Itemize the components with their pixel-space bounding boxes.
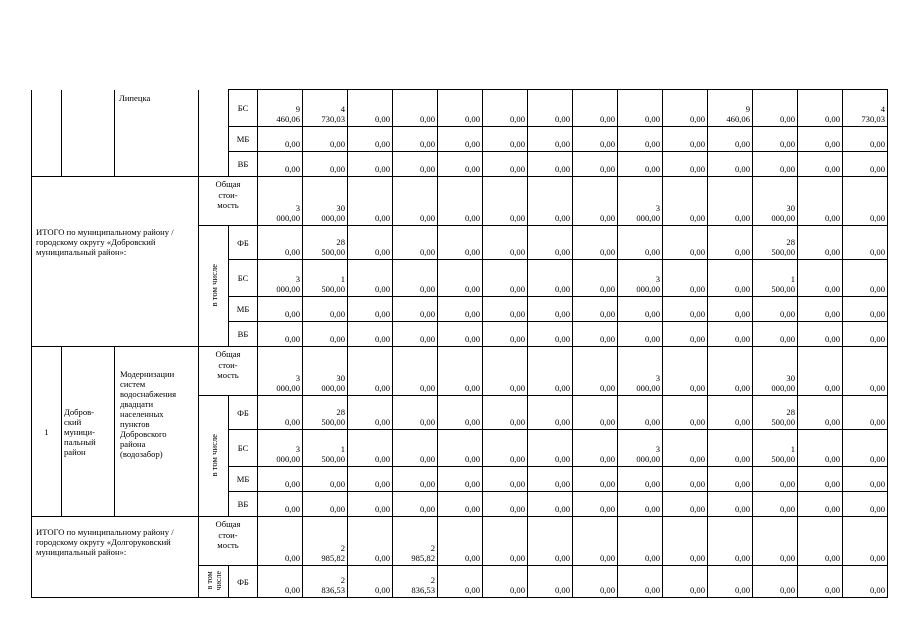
row-number-cell: 1 xyxy=(32,347,62,517)
value-cell: 0,00 xyxy=(663,492,708,517)
value-cell: 0,00 xyxy=(798,396,843,430)
value-cell: 0,00 xyxy=(708,322,753,347)
value-cell: 0,00 xyxy=(573,517,618,566)
funding-source-label: МБ xyxy=(229,127,258,152)
value-cell: 0,00 xyxy=(708,127,753,152)
value-cell: 3 000,00 xyxy=(618,177,663,226)
value-cell: 0,00 xyxy=(393,90,438,127)
municipality-cell: Добров- ский муници- пальный район xyxy=(62,347,115,517)
value-cell: 0,00 xyxy=(708,226,753,260)
value-cell: 0,00 xyxy=(753,566,798,598)
funding-source-label: БС xyxy=(229,430,258,467)
value-cell: 0,00 xyxy=(798,127,843,152)
value-cell: 0,00 xyxy=(528,467,573,492)
value-cell: 0,00 xyxy=(753,322,798,347)
value-cell: 0,00 xyxy=(528,566,573,598)
value-cell: 0,00 xyxy=(483,347,528,396)
value-cell: 0,00 xyxy=(258,322,303,347)
municipality-cell xyxy=(62,90,115,177)
value-cell: 3 000,00 xyxy=(258,347,303,396)
value-cell: 0,00 xyxy=(573,260,618,297)
value-cell: 0,00 xyxy=(618,226,663,260)
value-cell: 0,00 xyxy=(618,492,663,517)
value-cell: 0,00 xyxy=(303,127,348,152)
value-cell: 0,00 xyxy=(348,90,393,127)
value-cell: 0,00 xyxy=(753,127,798,152)
value-cell: 0,00 xyxy=(708,396,753,430)
including-label-cell xyxy=(199,396,229,517)
value-cell: 0,00 xyxy=(438,127,483,152)
value-cell: 0,00 xyxy=(618,517,663,566)
funding-source-label: БС xyxy=(229,90,258,127)
value-cell: 30 000,00 xyxy=(753,347,798,396)
value-cell: 0,00 xyxy=(843,347,888,396)
value-cell: 0,00 xyxy=(348,322,393,347)
project-name-cell: Модернизации систем водоснабжения двадцати населенных пунктов Добровского района (водозабор) xyxy=(115,347,199,517)
value-cell: 0,00 xyxy=(348,297,393,322)
total-cost-label: Общая стои- мость xyxy=(199,347,258,396)
value-cell: 0,00 xyxy=(483,467,528,492)
value-cell: 1 500,00 xyxy=(303,430,348,467)
value-cell: 0,00 xyxy=(843,226,888,260)
value-cell: 0,00 xyxy=(303,322,348,347)
funding-source-label: МБ xyxy=(229,297,258,322)
value-cell: 0,00 xyxy=(348,566,393,598)
budget-table xyxy=(31,89,888,598)
value-cell: 0,00 xyxy=(663,467,708,492)
including-cell xyxy=(199,90,229,177)
funding-source-label: ВБ xyxy=(229,152,258,177)
value-cell: 0,00 xyxy=(528,152,573,177)
value-cell: 0,00 xyxy=(843,177,888,226)
value-cell: 3 000,00 xyxy=(258,430,303,467)
value-cell: 0,00 xyxy=(798,90,843,127)
value-cell: 0,00 xyxy=(348,492,393,517)
value-cell: 0,00 xyxy=(798,177,843,226)
value-cell: 0,00 xyxy=(258,226,303,260)
value-cell: 0,00 xyxy=(393,396,438,430)
value-cell: 0,00 xyxy=(483,430,528,467)
including-label: в том числе xyxy=(204,570,223,591)
value-cell: 3 000,00 xyxy=(618,260,663,297)
value-cell: 0,00 xyxy=(843,396,888,430)
value-cell: 0,00 xyxy=(798,260,843,297)
value-cell: 0,00 xyxy=(708,152,753,177)
value-cell: 0,00 xyxy=(528,347,573,396)
value-cell: 0,00 xyxy=(528,260,573,297)
value-cell: 0,00 xyxy=(708,492,753,517)
value-cell: 0,00 xyxy=(438,297,483,322)
value-cell: 0,00 xyxy=(438,260,483,297)
value-cell: 0,00 xyxy=(798,152,843,177)
value-cell: 0,00 xyxy=(438,467,483,492)
value-cell: 0,00 xyxy=(663,260,708,297)
value-cell: 1 500,00 xyxy=(753,430,798,467)
value-cell: 0,00 xyxy=(663,430,708,467)
value-cell: 0,00 xyxy=(438,430,483,467)
value-cell: 0,00 xyxy=(798,492,843,517)
value-cell: 0,00 xyxy=(303,492,348,517)
value-cell: 0,00 xyxy=(438,226,483,260)
funding-source-label: ВБ xyxy=(229,492,258,517)
value-cell: 0,00 xyxy=(528,517,573,566)
value-cell: 0,00 xyxy=(393,177,438,226)
value-cell: 0,00 xyxy=(843,152,888,177)
value-cell: 0,00 xyxy=(258,396,303,430)
value-cell: 0,00 xyxy=(753,517,798,566)
value-cell: 0,00 xyxy=(663,322,708,347)
value-cell: 0,00 xyxy=(618,396,663,430)
value-cell: 0,00 xyxy=(483,152,528,177)
value-cell: 0,00 xyxy=(258,566,303,598)
value-cell: 0,00 xyxy=(573,566,618,598)
value-cell: 0,00 xyxy=(303,152,348,177)
funding-source-label: МБ xyxy=(229,467,258,492)
value-cell: 0,00 xyxy=(708,517,753,566)
including-label-cell xyxy=(199,566,229,598)
value-cell: 0,00 xyxy=(618,467,663,492)
value-cell: 0,00 xyxy=(798,430,843,467)
value-cell: 0,00 xyxy=(348,396,393,430)
value-cell: 0,00 xyxy=(573,226,618,260)
value-cell: 0,00 xyxy=(843,566,888,598)
value-cell: 0,00 xyxy=(528,177,573,226)
value-cell: 30 000,00 xyxy=(303,177,348,226)
value-cell: 4 730,03 xyxy=(303,90,348,127)
value-cell: 0,00 xyxy=(483,226,528,260)
funding-source-label: ФБ xyxy=(229,396,258,430)
value-cell: 0,00 xyxy=(348,226,393,260)
value-cell: 0,00 xyxy=(753,90,798,127)
value-cell: 0,00 xyxy=(663,517,708,566)
value-cell: 0,00 xyxy=(438,566,483,598)
value-cell: 0,00 xyxy=(438,177,483,226)
value-cell: 0,00 xyxy=(663,347,708,396)
value-cell: 0,00 xyxy=(708,566,753,598)
value-cell: 0,00 xyxy=(528,396,573,430)
table-row xyxy=(32,347,888,396)
value-cell: 0,00 xyxy=(258,152,303,177)
table-row xyxy=(32,90,888,127)
value-cell: 0,00 xyxy=(663,127,708,152)
value-cell: 0,00 xyxy=(663,152,708,177)
value-cell: 0,00 xyxy=(573,347,618,396)
value-cell: 0,00 xyxy=(483,127,528,152)
value-cell: 0,00 xyxy=(393,127,438,152)
table-body xyxy=(32,90,888,598)
including-label-cell xyxy=(199,226,229,347)
value-cell: 0,00 xyxy=(348,177,393,226)
value-cell: 0,00 xyxy=(258,127,303,152)
value-cell: 0,00 xyxy=(528,226,573,260)
funding-source-label: ФБ xyxy=(229,566,258,598)
value-cell: 0,00 xyxy=(663,396,708,430)
value-cell: 0,00 xyxy=(348,347,393,396)
value-cell: 3 000,00 xyxy=(618,430,663,467)
value-cell: 0,00 xyxy=(618,90,663,127)
value-cell: 0,00 xyxy=(258,467,303,492)
value-cell: 0,00 xyxy=(483,177,528,226)
value-cell: 0,00 xyxy=(483,90,528,127)
value-cell: 0,00 xyxy=(798,322,843,347)
value-cell: 2 985,82 xyxy=(303,517,348,566)
funding-source-label: ВБ xyxy=(229,322,258,347)
value-cell: 0,00 xyxy=(843,492,888,517)
value-cell: 30 000,00 xyxy=(303,347,348,396)
value-cell: 3 000,00 xyxy=(618,347,663,396)
value-cell: 0,00 xyxy=(438,322,483,347)
district-total-label: ИТОГО по муниципальному району / городскому округу «Долгоруковский муниципальный район»: xyxy=(32,517,199,598)
value-cell: 0,00 xyxy=(483,566,528,598)
value-cell: 0,00 xyxy=(708,347,753,396)
value-cell: 0,00 xyxy=(483,322,528,347)
value-cell: 0,00 xyxy=(618,322,663,347)
value-cell: 0,00 xyxy=(843,517,888,566)
funding-source-label: ФБ xyxy=(229,226,258,260)
value-cell: 0,00 xyxy=(393,347,438,396)
value-cell: 0,00 xyxy=(618,566,663,598)
value-cell: 0,00 xyxy=(753,152,798,177)
value-cell: 3 000,00 xyxy=(258,260,303,297)
value-cell: 0,00 xyxy=(663,177,708,226)
value-cell: 0,00 xyxy=(708,177,753,226)
value-cell: 0,00 xyxy=(438,347,483,396)
value-cell: 0,00 xyxy=(483,492,528,517)
value-cell: 0,00 xyxy=(348,260,393,297)
value-cell: 0,00 xyxy=(573,177,618,226)
value-cell: 0,00 xyxy=(348,467,393,492)
value-cell: 0,00 xyxy=(708,260,753,297)
value-cell: 0,00 xyxy=(573,297,618,322)
value-cell: 0,00 xyxy=(573,467,618,492)
value-cell: 2 836,53 xyxy=(393,566,438,598)
value-cell: 0,00 xyxy=(393,467,438,492)
value-cell: 0,00 xyxy=(663,297,708,322)
total-cost-label: Общая стои- мость xyxy=(199,177,258,226)
value-cell: 0,00 xyxy=(753,492,798,517)
value-cell: 30 000,00 xyxy=(753,177,798,226)
value-cell: 0,00 xyxy=(663,90,708,127)
value-cell: 0,00 xyxy=(843,467,888,492)
value-cell: 0,00 xyxy=(798,467,843,492)
value-cell: 9 460,06 xyxy=(258,90,303,127)
value-cell: 28 500,00 xyxy=(303,396,348,430)
value-cell: 0,00 xyxy=(258,517,303,566)
value-cell: 0,00 xyxy=(618,127,663,152)
table-row xyxy=(32,177,888,226)
value-cell: 0,00 xyxy=(663,226,708,260)
value-cell: 0,00 xyxy=(393,260,438,297)
value-cell: 0,00 xyxy=(348,430,393,467)
value-cell: 0,00 xyxy=(753,297,798,322)
value-cell: 0,00 xyxy=(393,430,438,467)
value-cell: 0,00 xyxy=(843,322,888,347)
value-cell: 0,00 xyxy=(573,430,618,467)
district-total-label: ИТОГО по муниципальному району / городскому округу «Добровский муниципальный район»: xyxy=(32,177,199,347)
value-cell: 0,00 xyxy=(798,297,843,322)
value-cell: 0,00 xyxy=(393,322,438,347)
value-cell: 0,00 xyxy=(843,297,888,322)
funding-source-label: БС xyxy=(229,260,258,297)
value-cell: 0,00 xyxy=(438,396,483,430)
value-cell: 0,00 xyxy=(438,90,483,127)
value-cell: 0,00 xyxy=(573,152,618,177)
value-cell: 0,00 xyxy=(753,467,798,492)
value-cell: 0,00 xyxy=(348,127,393,152)
value-cell: 0,00 xyxy=(573,492,618,517)
value-cell: 0,00 xyxy=(618,152,663,177)
value-cell: 28 500,00 xyxy=(303,226,348,260)
value-cell: 0,00 xyxy=(393,226,438,260)
value-cell: 0,00 xyxy=(528,322,573,347)
value-cell: 0,00 xyxy=(483,297,528,322)
value-cell: 2 985,82 xyxy=(393,517,438,566)
value-cell: 0,00 xyxy=(438,492,483,517)
value-cell: 0,00 xyxy=(348,152,393,177)
value-cell: 0,00 xyxy=(438,517,483,566)
value-cell: 2 836,53 xyxy=(303,566,348,598)
value-cell: 0,00 xyxy=(843,127,888,152)
value-cell: 0,00 xyxy=(798,517,843,566)
value-cell: 1 500,00 xyxy=(753,260,798,297)
value-cell: 0,00 xyxy=(618,297,663,322)
value-cell: 0,00 xyxy=(483,396,528,430)
value-cell: 0,00 xyxy=(438,152,483,177)
value-cell: 0,00 xyxy=(573,127,618,152)
value-cell: 1 500,00 xyxy=(303,260,348,297)
value-cell: 28 500,00 xyxy=(753,396,798,430)
value-cell: 0,00 xyxy=(708,297,753,322)
value-cell: 9 460,06 xyxy=(708,90,753,127)
value-cell: 0,00 xyxy=(798,566,843,598)
value-cell: 0,00 xyxy=(573,90,618,127)
including-label: в том числе xyxy=(208,433,219,477)
value-cell: 0,00 xyxy=(573,322,618,347)
value-cell: 0,00 xyxy=(258,297,303,322)
value-cell: 0,00 xyxy=(258,492,303,517)
value-cell: 0,00 xyxy=(708,430,753,467)
value-cell: 0,00 xyxy=(798,226,843,260)
value-cell: 0,00 xyxy=(798,347,843,396)
value-cell: 0,00 xyxy=(708,467,753,492)
project-name-cell: Липецка xyxy=(115,90,199,177)
value-cell: 0,00 xyxy=(483,517,528,566)
value-cell: 0,00 xyxy=(528,430,573,467)
value-cell: 0,00 xyxy=(393,492,438,517)
value-cell: 0,00 xyxy=(528,297,573,322)
total-cost-label: Общая стои- мость xyxy=(199,517,258,566)
value-cell: 28 500,00 xyxy=(753,226,798,260)
value-cell: 0,00 xyxy=(303,297,348,322)
value-cell: 0,00 xyxy=(303,467,348,492)
value-cell: 0,00 xyxy=(393,152,438,177)
value-cell: 0,00 xyxy=(528,90,573,127)
value-cell: 3 000,00 xyxy=(258,177,303,226)
value-cell: 0,00 xyxy=(843,430,888,467)
value-cell: 4 730,03 xyxy=(843,90,888,127)
row-number-cell xyxy=(32,90,62,177)
including-label: в том числе xyxy=(208,263,219,307)
value-cell: 0,00 xyxy=(528,127,573,152)
value-cell: 0,00 xyxy=(573,396,618,430)
value-cell: 0,00 xyxy=(663,566,708,598)
value-cell: 0,00 xyxy=(483,260,528,297)
value-cell: 0,00 xyxy=(528,492,573,517)
value-cell: 0,00 xyxy=(348,517,393,566)
value-cell: 0,00 xyxy=(843,260,888,297)
value-cell: 0,00 xyxy=(393,297,438,322)
table-row xyxy=(32,517,888,566)
